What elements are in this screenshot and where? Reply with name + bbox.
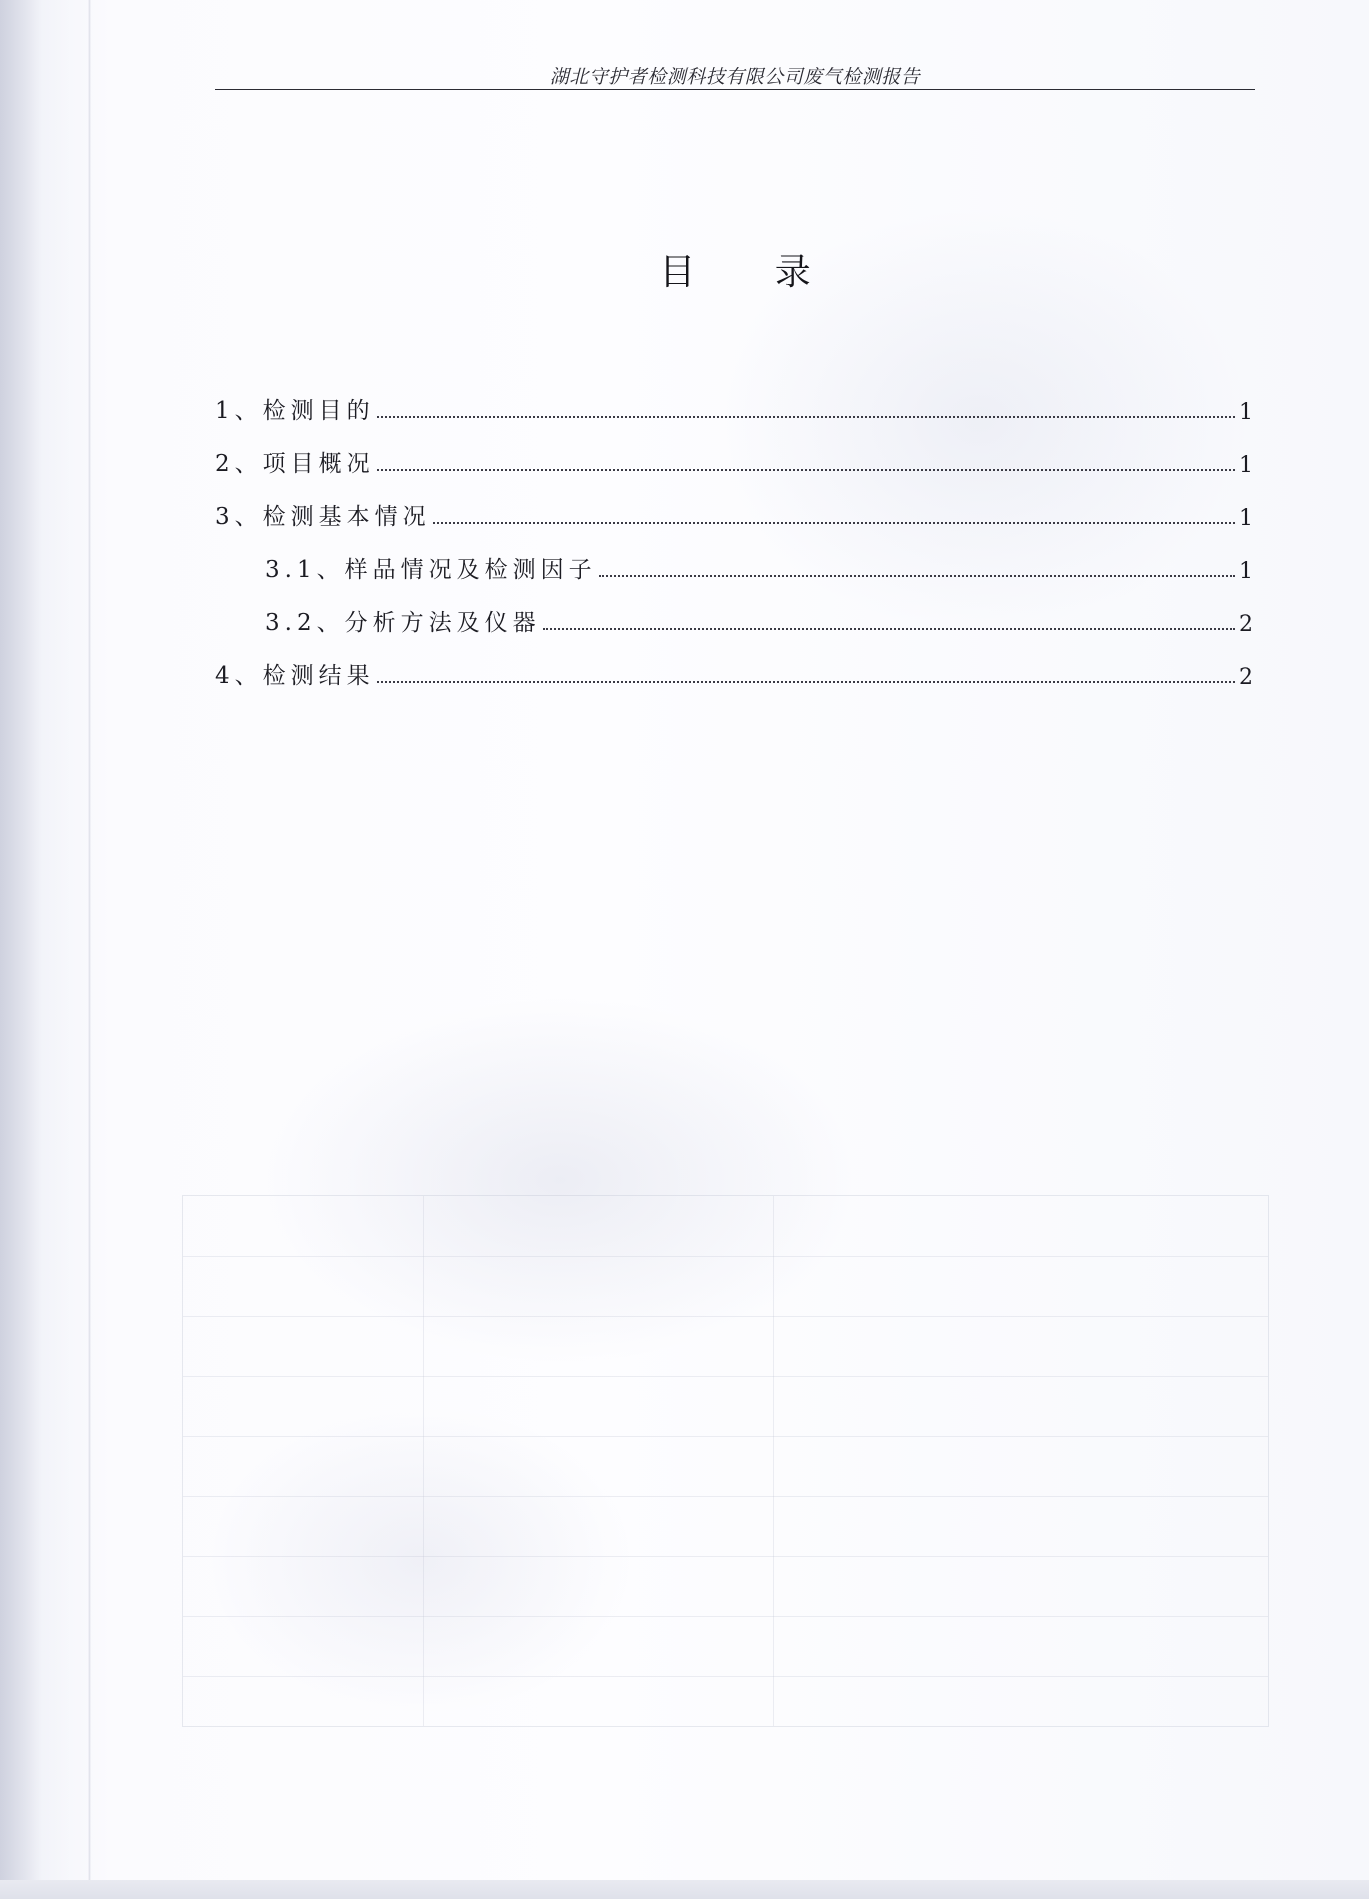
toc-entry[interactable] bbox=[215, 637, 1253, 690]
scan-bottom-edge bbox=[0, 1880, 1369, 1899]
toc-entry-label: 3.1、样品情况及检测因子 bbox=[265, 557, 597, 583]
toc-leader-dots bbox=[599, 575, 1235, 577]
toc-entry[interactable] bbox=[215, 425, 1253, 478]
toc-leader-dots bbox=[377, 469, 1235, 471]
toc-entry-label: 3、检测基本情况 bbox=[215, 504, 431, 530]
fold-line bbox=[88, 0, 91, 1899]
toc-list bbox=[215, 372, 1253, 690]
toc-page-number: 1 bbox=[1239, 506, 1253, 531]
toc-leader-dots bbox=[433, 522, 1235, 524]
toc-entry-label: 4、检测结果 bbox=[215, 663, 375, 689]
toc-entry-label: 1、检测目的 bbox=[215, 398, 375, 424]
toc-subentry[interactable] bbox=[215, 584, 1253, 637]
binding-shadow bbox=[0, 0, 70, 1899]
running-header: 湖北守护者检测科技有限公司废气检测报告 bbox=[549, 66, 921, 88]
toc-page-number: 1 bbox=[1239, 400, 1253, 425]
header-rule bbox=[215, 89, 1255, 90]
bleed-through-table bbox=[182, 1195, 1269, 1727]
toc-entry[interactable] bbox=[215, 372, 1253, 425]
toc-leader-dots bbox=[543, 628, 1235, 630]
toc-leader-dots bbox=[377, 681, 1235, 683]
toc-page-number: 1 bbox=[1239, 453, 1253, 478]
toc-page-number: 2 bbox=[1239, 612, 1253, 637]
toc-entry-label: 2、项目概况 bbox=[215, 451, 375, 477]
toc-entry-label: 3.2、分析方法及仪器 bbox=[265, 610, 541, 636]
toc-page-number: 1 bbox=[1239, 559, 1253, 584]
toc-title: 目 录 bbox=[659, 252, 845, 293]
toc-leader-dots bbox=[377, 416, 1235, 418]
toc-subentry[interactable] bbox=[215, 531, 1253, 584]
toc-page-number: 2 bbox=[1239, 665, 1253, 690]
toc-entry[interactable] bbox=[215, 478, 1253, 531]
